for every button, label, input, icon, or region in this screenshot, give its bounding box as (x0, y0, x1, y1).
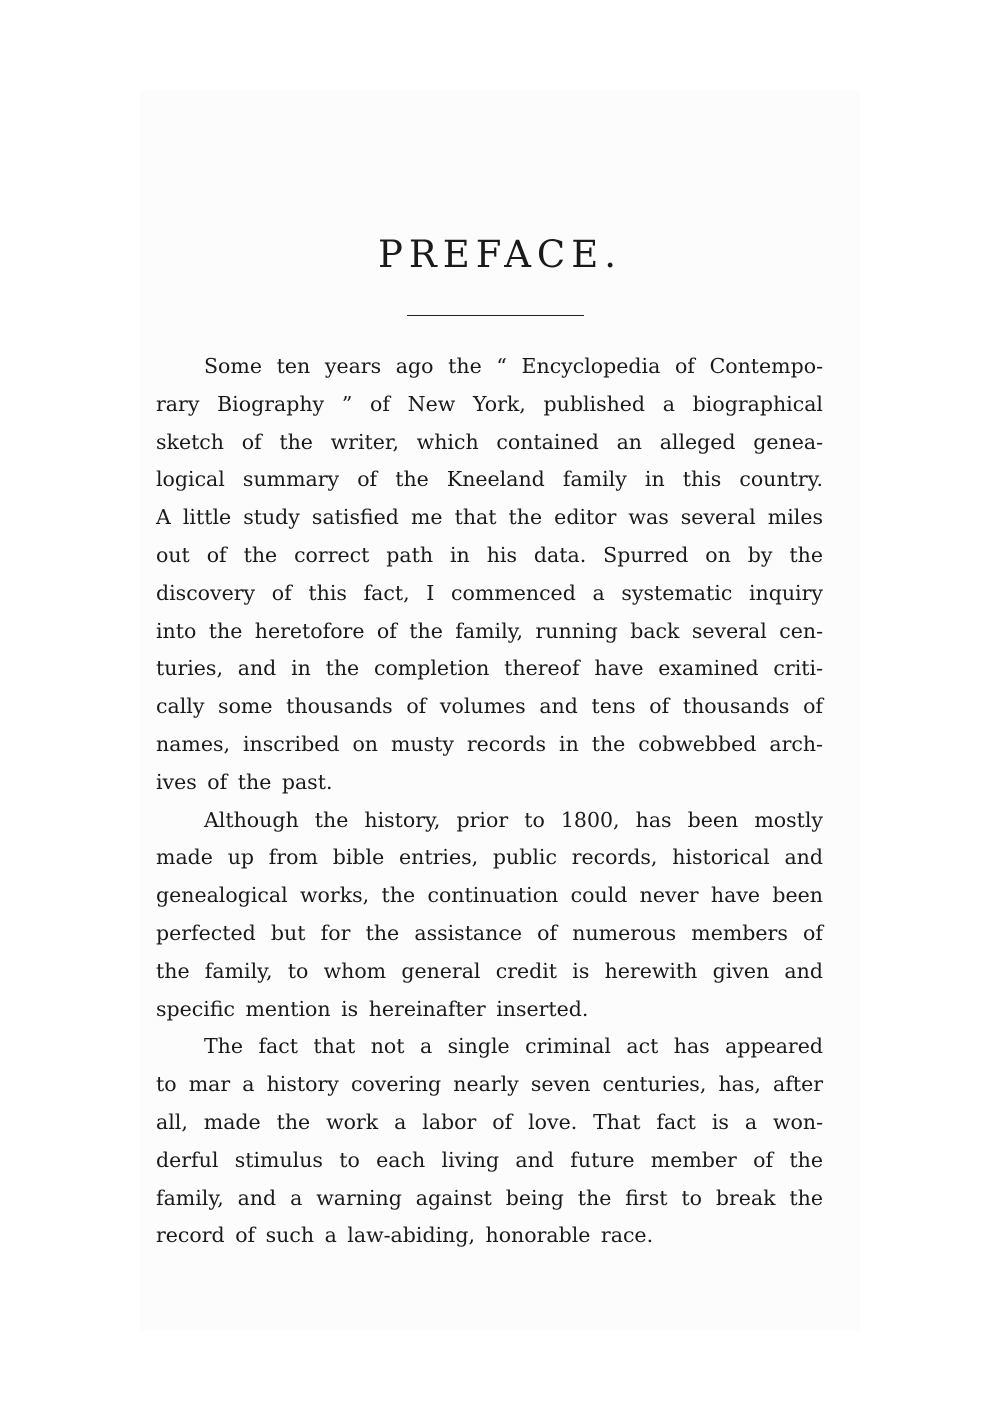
text-line: Although the history, prior to 1800, has been mostly (204, 807, 823, 832)
page-title: PREFACE. (377, 233, 623, 276)
text-line: made up from bible entries, public records, historical and (156, 845, 823, 870)
text-line: derful stimulus to each living and future member of the (156, 1147, 823, 1172)
paragraph-3 (156, 1028, 823, 1255)
text-line: A little study satisfied me that the editor was several miles (156, 505, 823, 530)
text-line: out of the correct path in his data. Spurred on by the (156, 542, 823, 567)
text-line: specific mention is hereinafter inserted. (156, 996, 589, 1021)
text-line: all, made the work a labor of love. That fact is a won- (156, 1109, 823, 1134)
text-line: Some ten years ago the “ Encyclopedia of Contempo- (204, 354, 823, 378)
text-line: discovery of this fact, I commenced a systematic inquiry (156, 580, 823, 605)
paragraph-2 (156, 802, 823, 1029)
text-line: perfected but for the assistance of numerous members of (156, 920, 823, 945)
text-line: The fact that not a single criminal act has appeared (204, 1034, 823, 1059)
text-line: logical summary of the Kneeland family in this country. (156, 467, 823, 492)
text-line: family, and a warning against being the first to break the (156, 1185, 823, 1210)
text-line: names, inscribed on musty records in the cobwebbed arch- (156, 731, 823, 756)
paragraph-1 (156, 348, 823, 802)
text-line: record of such a law-abiding, honorable race. (156, 1223, 654, 1248)
text-line: cally some thousands of volumes and tens of thousands of (156, 694, 823, 719)
text-line: ives of the past. (156, 769, 333, 794)
text-line: to mar a history covering nearly seven centuries, has, after (156, 1072, 823, 1097)
text-line: genealogical works, the continuation could never have been (156, 883, 823, 908)
text-line: the family, to whom general credit is herewith given and (156, 958, 823, 983)
text-line: sketch of the writer, which contained an alleged genea- (156, 429, 823, 454)
preface-body (156, 348, 823, 1255)
text-line: turies, and in the completion thereof have examined criti- (156, 656, 823, 681)
text-line: into the heretofore of the family, running back several cen- (156, 618, 823, 643)
title-divider (407, 315, 584, 316)
text-line: rary Biography ” of New York, published a biographical (156, 391, 823, 416)
